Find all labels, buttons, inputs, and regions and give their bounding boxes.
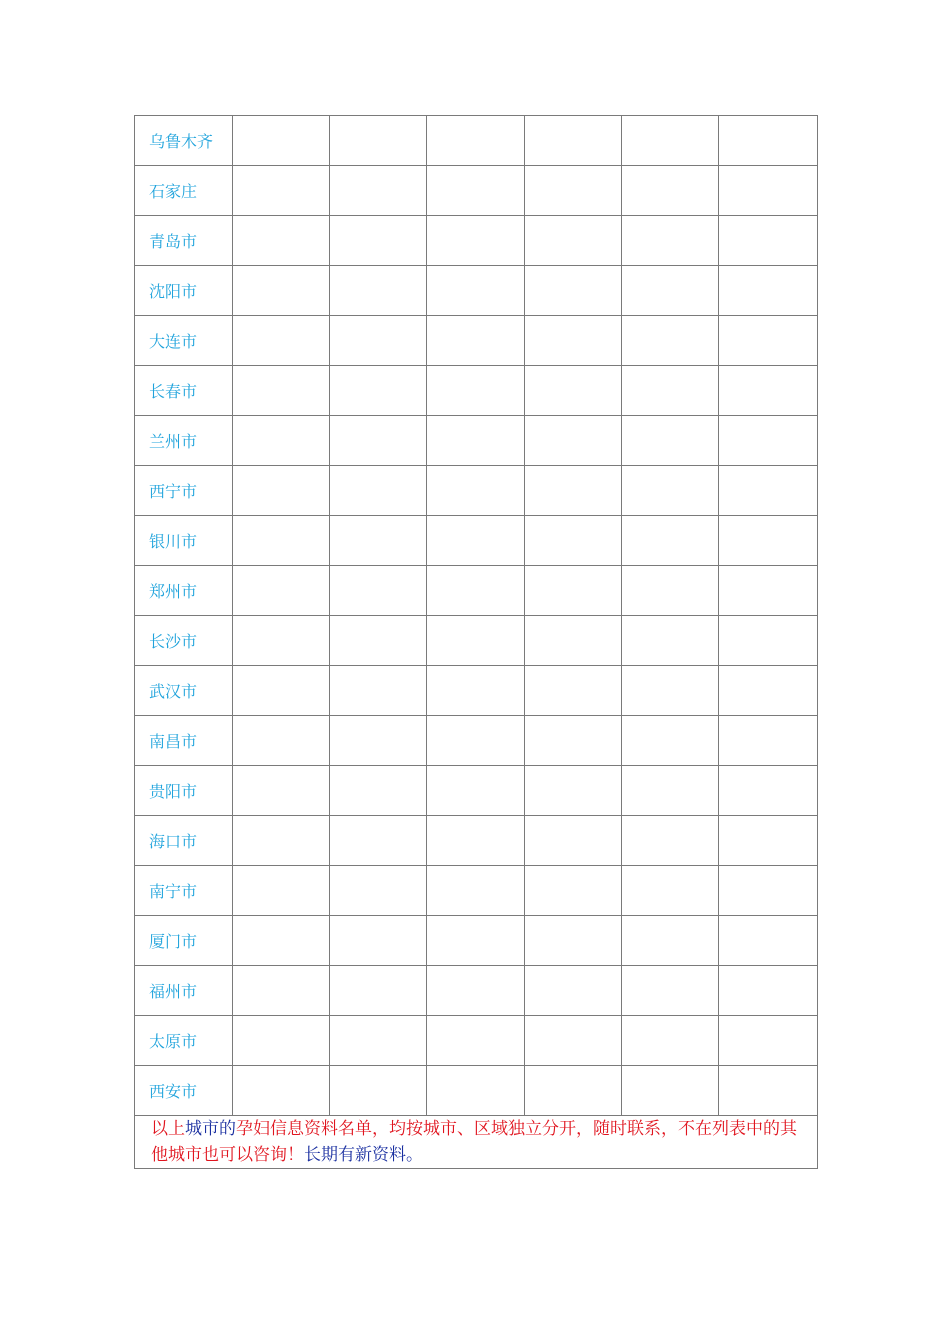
empty-cell: [622, 216, 719, 266]
empty-cell: [233, 466, 330, 516]
city-name-cell: 石家庄: [135, 166, 233, 216]
empty-cell: [427, 516, 525, 566]
table-row: [135, 316, 818, 366]
city-name-cell: 兰州市: [135, 416, 233, 466]
table-row: [135, 116, 818, 166]
city-name-cell: 武汉市: [135, 666, 233, 716]
empty-cell: [233, 216, 330, 266]
table-row: [135, 366, 818, 416]
empty-cell: [330, 416, 427, 466]
empty-cell: [622, 916, 719, 966]
empty-cell: [233, 716, 330, 766]
table-row: [135, 716, 818, 766]
empty-cell: [233, 1016, 330, 1066]
empty-cell: [525, 166, 622, 216]
empty-cell: [427, 366, 525, 416]
empty-cell: [233, 616, 330, 666]
empty-cell: [427, 1016, 525, 1066]
empty-cell: [427, 916, 525, 966]
note-seg-3: 孕妇信息资料名单，均按城市、区域独立分开，随时联系，不在列表中的其他城市也可以咨询！: [151, 1119, 797, 1165]
empty-cell: [330, 216, 427, 266]
empty-cell: [427, 766, 525, 816]
empty-cell: [330, 1016, 427, 1066]
table-row: [135, 1016, 818, 1066]
empty-cell: [233, 366, 330, 416]
empty-cell: [427, 566, 525, 616]
empty-cell: [525, 666, 622, 716]
empty-cell: [719, 1066, 818, 1116]
city-table: [134, 115, 818, 1169]
city-name-cell: 西安市: [135, 1066, 233, 1116]
empty-cell: [427, 816, 525, 866]
city-name-cell: 银川市: [135, 516, 233, 566]
empty-cell: [622, 816, 719, 866]
empty-cell: [719, 416, 818, 466]
empty-cell: [719, 116, 818, 166]
city-name-cell: 太原市: [135, 1016, 233, 1066]
empty-cell: [330, 766, 427, 816]
table-row: [135, 616, 818, 666]
empty-cell: [622, 516, 719, 566]
empty-cell: [525, 216, 622, 266]
empty-cell: [622, 616, 719, 666]
empty-cell: [525, 916, 622, 966]
city-rows: [135, 116, 818, 1116]
empty-cell: [427, 616, 525, 666]
empty-cell: [622, 416, 719, 466]
city-name-cell: 南宁市: [135, 866, 233, 916]
empty-cell: [427, 116, 525, 166]
empty-cell: [622, 966, 719, 1016]
city-name-cell: 青岛市: [135, 216, 233, 266]
empty-cell: [233, 1066, 330, 1116]
empty-cell: [330, 516, 427, 566]
empty-cell: [622, 466, 719, 516]
empty-cell: [233, 516, 330, 566]
empty-cell: [622, 766, 719, 816]
empty-cell: [330, 566, 427, 616]
empty-cell: [330, 866, 427, 916]
empty-cell: [330, 466, 427, 516]
empty-cell: [525, 466, 622, 516]
empty-cell: [622, 316, 719, 366]
empty-cell: [330, 116, 427, 166]
note-row: [135, 1116, 818, 1169]
empty-cell: [719, 866, 818, 916]
empty-cell: [330, 616, 427, 666]
city-name-cell: 沈阳市: [135, 266, 233, 316]
empty-cell: [622, 166, 719, 216]
empty-cell: [427, 166, 525, 216]
empty-cell: [427, 316, 525, 366]
empty-cell: [427, 866, 525, 916]
city-name-cell: 大连市: [135, 316, 233, 366]
empty-cell: [233, 266, 330, 316]
empty-cell: [427, 416, 525, 466]
empty-cell: [622, 1066, 719, 1116]
empty-cell: [719, 166, 818, 216]
note-seg-2: 城市的: [185, 1119, 236, 1139]
empty-cell: [719, 366, 818, 416]
empty-cell: [525, 116, 622, 166]
empty-cell: [330, 716, 427, 766]
table-row: [135, 766, 818, 816]
empty-cell: [719, 716, 818, 766]
empty-cell: [525, 966, 622, 1016]
empty-cell: [719, 766, 818, 816]
city-name-cell: 福州市: [135, 966, 233, 1016]
table-row: [135, 816, 818, 866]
empty-cell: [525, 716, 622, 766]
empty-cell: [525, 616, 622, 666]
empty-cell: [330, 166, 427, 216]
empty-cell: [719, 916, 818, 966]
city-table-sheet: [134, 115, 817, 1169]
table-row: [135, 1066, 818, 1116]
table-row: [135, 666, 818, 716]
city-name-cell: 海口市: [135, 816, 233, 866]
table-row: [135, 466, 818, 516]
empty-cell: [233, 916, 330, 966]
empty-cell: [330, 366, 427, 416]
table-row: [135, 966, 818, 1016]
city-name-cell: 长沙市: [135, 616, 233, 666]
empty-cell: [233, 316, 330, 366]
table-row: [135, 866, 818, 916]
empty-cell: [719, 566, 818, 616]
empty-cell: [525, 516, 622, 566]
empty-cell: [233, 416, 330, 466]
empty-cell: [525, 816, 622, 866]
empty-cell: [719, 266, 818, 316]
city-name-cell: 厦门市: [135, 916, 233, 966]
table-row: [135, 266, 818, 316]
empty-cell: [233, 866, 330, 916]
empty-cell: [525, 866, 622, 916]
empty-cell: [427, 216, 525, 266]
empty-cell: [330, 816, 427, 866]
empty-cell: [719, 666, 818, 716]
empty-cell: [330, 666, 427, 716]
empty-cell: [233, 116, 330, 166]
empty-cell: [427, 966, 525, 1016]
empty-cell: [622, 566, 719, 616]
table-row: [135, 916, 818, 966]
empty-cell: [330, 916, 427, 966]
empty-cell: [427, 266, 525, 316]
city-name-cell: 长春市: [135, 366, 233, 416]
empty-cell: [525, 266, 622, 316]
empty-cell: [719, 466, 818, 516]
empty-cell: [622, 866, 719, 916]
empty-cell: [719, 816, 818, 866]
empty-cell: [622, 366, 719, 416]
empty-cell: [233, 966, 330, 1016]
note-cell: [135, 1116, 818, 1169]
empty-cell: [330, 966, 427, 1016]
empty-cell: [719, 616, 818, 666]
city-name-cell: 郑州市: [135, 566, 233, 616]
empty-cell: [719, 966, 818, 1016]
empty-cell: [622, 666, 719, 716]
empty-cell: [622, 716, 719, 766]
city-name-cell: 西宁市: [135, 466, 233, 516]
empty-cell: [330, 266, 427, 316]
empty-cell: [719, 1016, 818, 1066]
empty-cell: [330, 316, 427, 366]
empty-cell: [233, 566, 330, 616]
city-name-cell: 南昌市: [135, 716, 233, 766]
empty-cell: [233, 166, 330, 216]
empty-cell: [427, 1066, 525, 1116]
empty-cell: [622, 116, 719, 166]
empty-cell: [719, 516, 818, 566]
table-row: [135, 166, 818, 216]
empty-cell: [233, 766, 330, 816]
table-row: [135, 216, 818, 266]
empty-cell: [525, 766, 622, 816]
city-name-cell: 贵阳市: [135, 766, 233, 816]
table-row: [135, 566, 818, 616]
empty-cell: [622, 266, 719, 316]
empty-cell: [525, 566, 622, 616]
note-seg-1: 以上: [151, 1119, 185, 1139]
empty-cell: [719, 216, 818, 266]
empty-cell: [525, 1066, 622, 1116]
empty-cell: [525, 316, 622, 366]
empty-cell: [427, 466, 525, 516]
empty-cell: [622, 1016, 719, 1066]
table-row: [135, 516, 818, 566]
empty-cell: [427, 716, 525, 766]
empty-cell: [233, 816, 330, 866]
city-name-cell: 乌鲁木齐: [135, 116, 233, 166]
note-seg-4: 长期有新资料。: [304, 1145, 423, 1165]
empty-cell: [427, 666, 525, 716]
empty-cell: [525, 366, 622, 416]
empty-cell: [330, 1066, 427, 1116]
empty-cell: [525, 1016, 622, 1066]
empty-cell: [719, 316, 818, 366]
empty-cell: [525, 416, 622, 466]
table-row: [135, 416, 818, 466]
empty-cell: [233, 666, 330, 716]
